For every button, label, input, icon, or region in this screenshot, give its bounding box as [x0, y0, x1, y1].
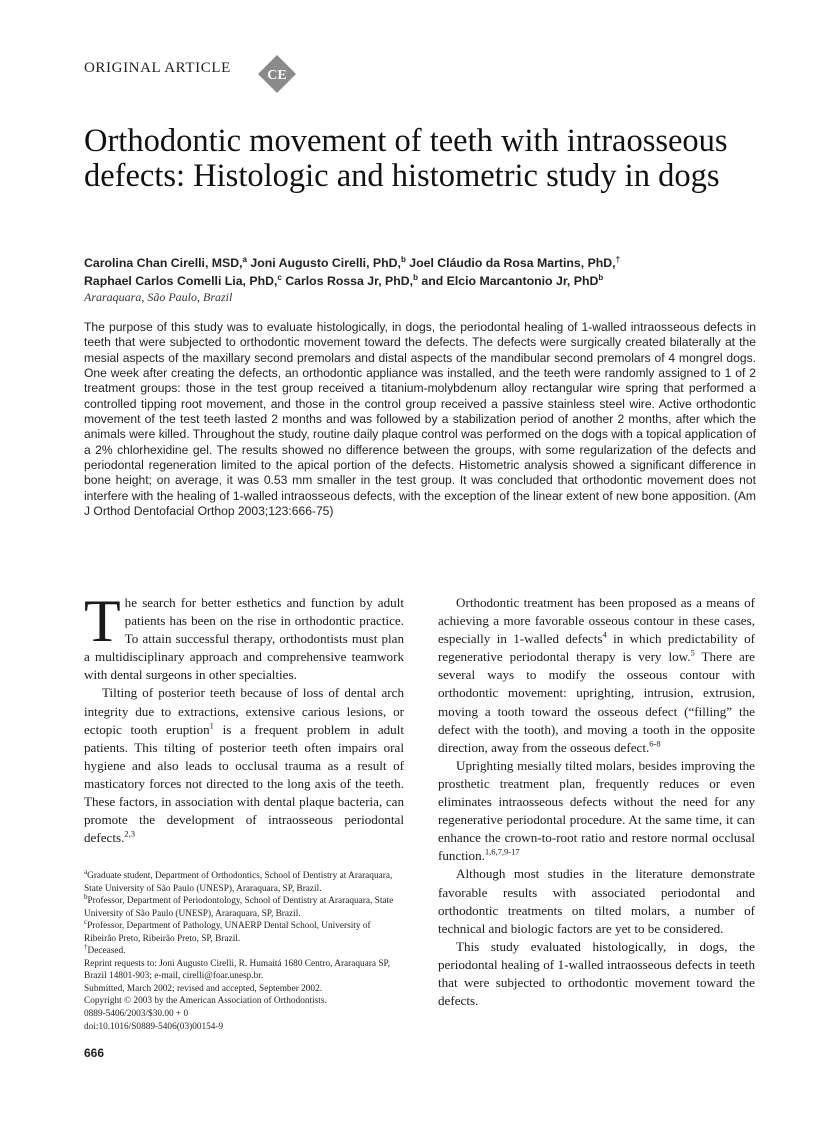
author-name: Carlos Rossa Jr, PhD, [285, 274, 414, 288]
page-number: 666 [84, 1046, 105, 1060]
body-paragraph: Uprighting mesially tilted molars, besides improving the prosthetic treatment plan, frequently reduces or even eliminates intraosseous defects without the need for any regenerative periodontal procedure. At the same time, it can enhance the crown-to-root ratio and restore normal occlusal function.$^{1,6,7,9-17}$ [438, 757, 755, 864]
body-paragraph: The search for better esthetics and function by adult patients has been on the rise in orthodontic practice. To attain successful therapy, orthodontists must plan a multidisciplinary approach and comprehensive teamwork with dental surgeons in other specialties. [84, 588, 404, 683]
reprint-request: Reprint requests to: Joni Augusto Cirelli, R. Humaitá 1680 Centro, Araraquara SP, Brazil 14801-903; e-mail, cirelli@foar.unesp.br. [84, 958, 390, 982]
submission-dates: Submitted, March 2002; revised and accepted, September 2002. [84, 983, 323, 994]
body-paragraph: Although most studies in the literature demonstrate favorable results with associated periodontal and orthodontic treatments on tilted molars, a number of technical and biologic factors are yet to be considered. [438, 866, 755, 936]
doi: doi:10.1016/S0889-5406(03)00154-9 [84, 1021, 224, 1032]
drop-cap: T [84, 588, 121, 654]
footnote: $^a$Graduate student, Department of Orthodontics, School of Dentistry at Araraquara, State University of São Paulo (UNESP), Araraquara, SP, Brazil. [84, 867, 393, 894]
footnote: †Deceased. [84, 943, 126, 957]
citation: 4 [602, 629, 607, 640]
citation: 5 [690, 647, 695, 658]
body-paragraph: Orthodontic treatment has been proposed as a means of achieving a more favorable osseous contour in these cases, especially in 1-walled defects$^4$ in which predictability of regenerative periodontal therapy is very low.$^5$ There are several ways to modify the osseous contour with orthodontic movement: uprighting, intrusion, extrusion, moving a tooth toward the osseous defect (“filling” the defect with the tooth), and moving a tooth in the opposite direction, away from the osseous defect.$^{6-8}$ [438, 595, 755, 755]
author-mark: † [615, 254, 621, 264]
abstract: The purpose of this study was to evaluate histologically, in dogs, the periodontal healing of 1-walled intraosseous defects in teeth that were subjected to orthodontic movement toward the defects. The defects were surgically created bilaterally at the mesial aspects of the maxillary second premolars and distal aspects of the mandibular second premolars of 4 mongrel dogs. One week after creating the defects, an orthodontic appliance was installed, and the teeth were randomly assigned to 1 of 2 treatment groups: those in the test group received a titanium-molybdenum alloy rectangular wire spring that performed a controlled tipping root movement, and those in the control group received a passive stainless steel wire. Active orthodontic movement of the test teeth lasted 2 months and was followed by a stabilization period of another 2 months, after which the animals were killed. Throughout the study, routine daily plaque control was performed on the dogs with a topical application of a 2% chlorhexidine gel. The results showed no difference between the groups, with some regularization of the defects and periodontal regeneration limited to the apical portion of the defects. Histometric analysis showed a significant difference in bone height; on average, it was 0.53 mm smaller in the test group. It was concluded that orthodontic movement does not interfere with the healing of 1-walled intraosseous defects, with the exception of the linear extent of new bone apposition. (Am J Orthod Dentofacial Orthop 2003;123:666-75) [84, 320, 756, 519]
issn: 0889-5406/2003/$30.00 + 0 [84, 1009, 189, 1020]
author-mark: a [242, 254, 247, 264]
body-paragraph: Tilting of posterior teeth because of loss of dental arch integrity due to extractions, extensive carious lesions, or ectopic tooth eruption$^1$ is a frequent problem in adult patients. This tilting of posterior teeth often impairs oral hygiene and also leads to occlusal trauma as a result of masticatory forces not directed to the long axis of the teeth. These factors, in association with dental plaque bacteria, can promote the development of intraosseous periodontal defects.$^{2,3}$ [84, 685, 405, 846]
author-mark: b [598, 272, 604, 282]
article-title: Orthodontic movement of teeth with intraosseous defects: Histologic and histometric study in dogs [84, 123, 728, 194]
ce-logo [257, 54, 297, 94]
citation: 2,3 [124, 828, 135, 839]
body-right-column [438, 594, 755, 1010]
author-list [84, 254, 774, 290]
citation: 1 [209, 720, 214, 731]
citation: 6-8 [649, 738, 661, 749]
author-name: Joni Augusto Cirelli, PhD, [250, 256, 401, 270]
citation: 1,6,7,9-17 [484, 846, 520, 857]
ce-logo-text: CE [267, 68, 287, 83]
author-mark: b [400, 254, 406, 264]
footnotes [84, 867, 404, 1033]
author-name: Raphael Carlos Comelli Lia, PhD, [84, 274, 278, 288]
author-mark: c [277, 272, 282, 282]
author-name: Joel Cláudio da Rosa Martins, PhD, [409, 256, 616, 270]
copyright: Copyright © 2003 by the American Association of Orthodontists. [84, 996, 327, 1007]
author-name: and Elcio Marcantonio Jr, PhD [421, 274, 599, 288]
section-label: ORIGINAL ARTICLE [84, 60, 231, 76]
footnote: $^b$Professor, Department of Periodontology, School of Dentistry at Araraquara, State University of São Paulo (UNESP), Araraquara, SP, Brazil. [84, 893, 394, 919]
footnote: $^c$Professor, Department of Pathology, UNAERP Dental School, University of Ribeirão Preto, Ribeirão Preto, SP, Brazil. [84, 918, 371, 944]
author-name: Carolina Chan Cirelli, MSD, [84, 256, 243, 270]
body-left-column [84, 588, 405, 847]
author-mark: b [413, 272, 418, 282]
author-location: Araraquara, São Paulo, Brazil [84, 290, 233, 304]
body-paragraph: This study evaluated histologically, in dogs, the periodontal healing of 1-walled intraosseous defects in teeth that were subjected to orthodontic movement toward the defects. [438, 938, 755, 1009]
